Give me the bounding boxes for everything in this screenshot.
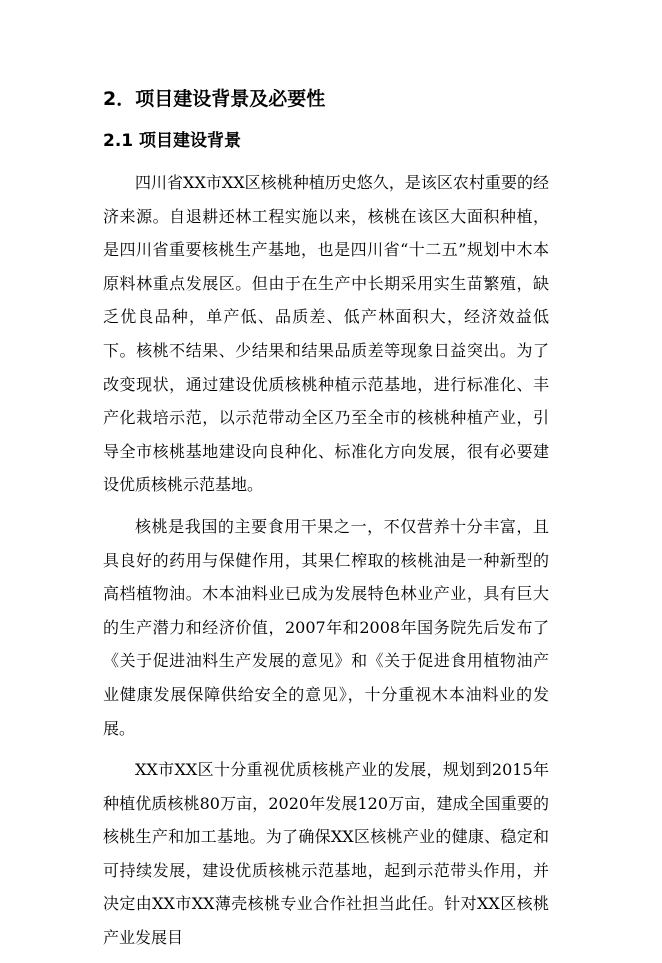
body-text <box>103 166 549 963</box>
section-heading: 2．项目建设背景及必要性 <box>103 88 326 110</box>
paragraph: 四川省XX市XX区核桃种植历史悠久，是该区农村重要的经济来源。自退耕还林工程实施以来，核桃在该区大面积种植，是四川省重要核桃生产基地，也是四川省“十二五”规划中木本原料林重点发展区。但由于在生产中长期采用实生苗繁殖，缺乏优良品种，单产低、品质差、低产林面积大，经济效益低下。核桃不结果、少结果和结果品质差等现象日益突出。为了改变现状，通过建设优质核桃种植示范基地，进行标准化、丰产化栽培示范，以示范带动全区乃至全市的核桃种植产业，引导全市核桃基地建设向良种化、标准化方向发展，很有必要建设优质核桃示范基地。 <box>103 173 549 495</box>
paragraph: XX市XX区十分重视优质核桃产业的发展，规划到2015年种植优质核桃80万亩，2020年发展120万亩，建成全国重要的核桃生产和加工基地。为了确保XX区核桃产业的健康、稳定和可持续发展，建设优质核桃示范基地，起到示范带头作用，并决定由XX市XX薄壳核桃专业合作社担当此任。针对XX区核桃产业发展目 <box>103 760 549 948</box>
subsection-heading: 2.1 项目建设背景 <box>103 131 242 151</box>
paragraph: 核桃是我国的主要食用干果之一，不仅营养十分丰富，且具良好的药用与保健作用，其果仁榨取的核桃油是一种新型的高档植物油。木本油料业已成为发展特色林业产业，具有巨大的生产潜力和经济价值，2007年和2008年国务院先后发布了《关于促进油料生产发展的意见》和《关于促进食用植物油产业健康发展保障供给安全的意见》，十分重视木本油料业的发展。 <box>103 516 549 738</box>
